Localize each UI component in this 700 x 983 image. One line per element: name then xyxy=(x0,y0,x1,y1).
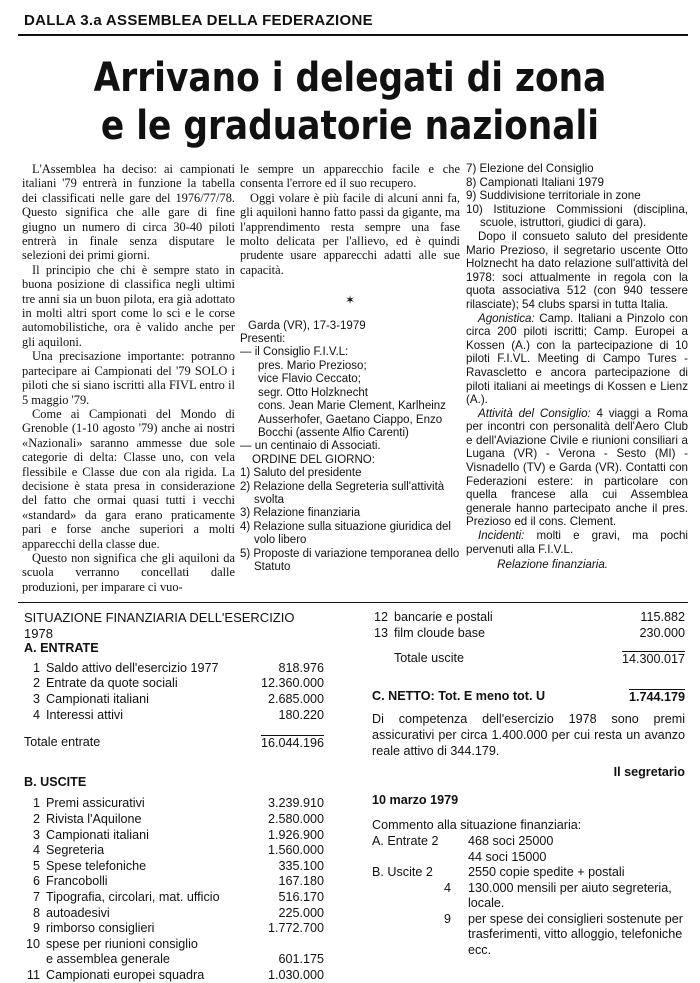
row-label: Interessi attivi xyxy=(46,707,123,722)
row-value: 2.685.000 xyxy=(267,691,324,706)
row-number: 4 xyxy=(32,707,40,722)
row-value: 335.100 xyxy=(278,858,324,873)
finance-title: SITUAZIONE FINANZIARIA DELL'ESERCIZIO 1978 xyxy=(24,610,295,641)
row-number: 7 xyxy=(32,889,40,904)
row-label: film cloude base xyxy=(394,625,486,640)
row-value: 1.772.700 xyxy=(267,921,324,936)
row-number: 13 xyxy=(373,625,388,640)
comment-title: Commento alla situazione finanziaria: xyxy=(372,818,582,833)
agenda-item: 10) Istituzione Commissioni (disciplina, scuole, istruttori, giudici di gara). xyxy=(466,202,688,230)
row-label: Campionati italiani xyxy=(46,827,149,842)
paragraph: Come ai Campionati del Mondo di Grenoble (1-10 agosto '79) anche ai nostri «Nazionali» saranno ammesse due sole categorie di delta: Classe uno, con vela flessibile e Classe due con ala rigida. La decisione è stata presa in considerazione del fatto che ormai quasi tutti i vecchi «standard» da gara erano praticamente pari e forse anche superiori a molti apparecchi della classe due. xyxy=(22,406,235,551)
row-number: 8 xyxy=(32,905,40,920)
row-number: 4 xyxy=(32,843,40,858)
total-label: Totale entrate xyxy=(24,735,101,750)
row-label: Segreteria xyxy=(46,843,105,858)
paragraph: le sempre un apparecchio facile e che consenta l'errore ed il suo recupero. xyxy=(240,162,460,191)
paragraph: Questo non significa che gli aquiloni da scuola verranno concellati dalle produzioni, per imparare ci vuo- xyxy=(22,550,235,594)
row-number: 2 xyxy=(32,676,40,691)
total-value: 16.044.196 xyxy=(260,736,324,751)
comment-value: 468 soci 25000 xyxy=(468,833,554,848)
row-number: 2 xyxy=(32,811,40,826)
row-label: Campionati europei squadra xyxy=(46,967,205,982)
row-value: 3.239.910 xyxy=(267,796,324,811)
table-row xyxy=(24,859,324,875)
agenda-item: 3) Relazione finanziaria xyxy=(240,507,361,520)
council-member: pres. Mario Prezioso; xyxy=(258,359,367,372)
section-kicker: DALLA 3.a ASSEMBLEA DELLA FEDERAZIONE xyxy=(24,12,373,29)
paragraph xyxy=(466,312,688,407)
paragraph xyxy=(466,407,688,529)
section-sign: Relazione finanziaria. xyxy=(497,558,608,572)
netto-row xyxy=(372,689,685,705)
finance-left xyxy=(24,610,324,983)
row-number: 12 xyxy=(373,610,388,624)
consiglio-text: 4 viaggi a Roma per incontri con personalità dell'Aero Club e dell'Aviazione Civile e riunioni consiliari a Lugana (VR) - Verona - Sesto (MI) - Visnadello (TV) e Garda (VR). Contatti con Federazioni estere: in particolare con quella francese alla cui Assemblea generale hanno partecipato anche il pres. Prezioso ed il cons. Clement. xyxy=(466,406,688,529)
council-member: cons. Jean Marie Clement, Karlheinz Ausserhofer, Gaetano Ciappo, Enzo Bocchi (assente Alfio Carenti) xyxy=(258,400,446,439)
row-label: Rivista l'Aquilone xyxy=(46,811,142,826)
comment-value: per spese dei consiglieri sostenute per trasferimenti, vitto alloggio, telefoniche ecc. xyxy=(468,911,683,957)
agenda-list xyxy=(240,467,460,574)
headline-line-2: e le graduatorie nazionali xyxy=(100,103,600,149)
row-value: 1.560.000 xyxy=(267,843,324,858)
row-value: 818.976 xyxy=(278,660,324,675)
row-value: 1.030.000 xyxy=(267,967,324,982)
row-number: 5 xyxy=(32,858,40,873)
comment-key: A. Entrate 2 xyxy=(372,833,439,848)
row-number: 11 xyxy=(26,967,40,982)
entrate-heading: A. ENTRATE xyxy=(24,641,99,656)
headline-line-1: Arrivano i delegati di zona xyxy=(93,55,607,101)
row-label: Premi assicurativi xyxy=(46,796,145,811)
table-row xyxy=(24,812,324,828)
finance-note: Di competenza dell'esercizio 1978 sono premi assicurativi per circa 1.400.000 per cui resta un avanzo reale attivo di 344.179. xyxy=(372,712,685,758)
incidenti-text: molti e gravi, ma pochi pervenuti alla F.I.V.L. xyxy=(466,529,688,556)
paragraph: L'Assemblea ha deciso: ai campionati italiani '79 entrerà in funzione la tabella dei classificati nelle gare del 1976/77/78. Questo significa che alle gare di fine giugno un numero di circa 30-40 piloti entrerà in finale senza disputare le selezioni dei primi giorni. xyxy=(22,162,235,263)
article-column-2 xyxy=(240,162,460,574)
table-row xyxy=(24,796,324,812)
table-row xyxy=(24,874,324,890)
star-divider-icon: ✶ xyxy=(344,293,356,308)
row-value: 167.180 xyxy=(278,874,324,889)
table-row xyxy=(372,610,685,626)
consiglio-label: Attività del Consiglio: xyxy=(478,406,591,420)
comment-list xyxy=(372,834,685,881)
council-member: vice Flavio Ceccato; xyxy=(258,373,361,386)
row-label: Campionati italiani xyxy=(46,691,149,706)
row-number: 10 xyxy=(25,936,40,951)
comment-value: 2550 copie spedite + postali xyxy=(468,865,625,880)
associations-label: — un centinaio di Associati. xyxy=(240,440,381,453)
table-row xyxy=(24,921,324,937)
agenda-label: ORDINE DEL GIORNO: xyxy=(252,453,375,466)
comment-key: 9 xyxy=(444,911,452,926)
table-row xyxy=(372,626,685,642)
total-row xyxy=(372,651,685,667)
agenda-item: 2) Relazione della Segreteria sull'attività svolta xyxy=(240,480,445,506)
comment-key: B. Uscite 2 xyxy=(372,865,433,880)
table-row xyxy=(24,828,324,844)
row-label: rimborso consiglieri xyxy=(46,921,155,936)
row-label: Tipografia, circolari, mat. ufficio xyxy=(46,889,220,904)
uscite-heading: B. USCITE xyxy=(24,774,87,789)
incidenti-label: Incidenti: xyxy=(478,529,525,543)
council-label: — il Consiglio F.I.V.L: xyxy=(240,346,349,359)
table-row xyxy=(24,952,324,968)
row-number: 6 xyxy=(32,874,40,889)
row-number: 1 xyxy=(32,796,40,811)
row-number: 9 xyxy=(32,921,40,936)
comment-row xyxy=(372,912,685,959)
agenda-list-continued xyxy=(466,162,688,230)
article-column-3 xyxy=(466,162,688,572)
agenda-item: 9) Suddivisione territoriale in zone xyxy=(466,189,641,203)
meeting-minutes xyxy=(240,320,460,575)
row-label: Entrate da quote sociali xyxy=(46,676,178,691)
row-label: Saldo attivo dell'esercizio 1977 xyxy=(46,660,219,675)
table-row xyxy=(24,890,324,906)
row-number: 3 xyxy=(32,691,40,706)
comment-row xyxy=(372,850,685,866)
row-value: 12.360.000 xyxy=(260,676,324,691)
row-value: 180.220 xyxy=(278,707,324,722)
comment-row xyxy=(372,881,685,912)
paragraph: Il principio che chi è sempre stato in buona posizione di classifica negli ultimi tre anni sia un buon pilota, era già adottato in molti altri sport come lo sci e le corse automobilistiche, ora è valido anche per gli aquiloni. xyxy=(22,262,235,349)
article-column-1 xyxy=(22,162,235,594)
table-row xyxy=(24,843,324,859)
meeting-place-date: Garda (VR), 17-3-1979 xyxy=(248,319,366,332)
table-row xyxy=(24,676,324,692)
agonistica-label: Agonistica: xyxy=(478,311,535,325)
netto-value: 1.744.179 xyxy=(628,689,685,704)
present-label: Presenti: xyxy=(240,333,286,346)
comment-value: 44 soci 15000 xyxy=(468,849,547,864)
paragraph: Una precisazione importante: potranno partecipare ai Campionati del '79 SOLO i piloti che si siano iscritti alla FIVL entro il 5 maggio '79. xyxy=(22,349,235,407)
total-label: Totale uscite xyxy=(394,651,465,666)
table-row xyxy=(24,937,324,953)
table-row xyxy=(24,692,324,708)
agonistica-text: Camp. Italiani a Pinzolo con circa 200 piloti iscritti; Camp. Europei a Kossen (A.) con la partecipazione di 10 piloti F.I.VL. Meeting di Campo Tures - Ravascletto e ancora partecipazione di piloti italiani ai meetings di Kossen e Lienz (A.). xyxy=(466,311,688,407)
row-label: e assemblea generale xyxy=(46,952,170,967)
agenda-item: 1) Saluto del presidente xyxy=(240,467,362,480)
secretary-sign: Il segretario xyxy=(613,765,685,780)
comment-row xyxy=(372,834,685,850)
table-row xyxy=(24,661,324,677)
report-date: 10 marzo 1979 xyxy=(372,792,459,807)
row-value: 2.580.000 xyxy=(267,811,324,826)
paragraph xyxy=(466,529,688,556)
row-number: 3 xyxy=(32,827,40,842)
row-label: Francobolli xyxy=(46,874,108,889)
row-value: 115.882 xyxy=(640,610,685,624)
table-row xyxy=(24,906,324,922)
row-label: bancarie e postali xyxy=(394,610,493,624)
agenda-item: 5) Proposte di variazione temporanea dello Statuto xyxy=(240,547,460,573)
agenda-item: 7) Elezione del Consiglio xyxy=(466,162,594,175)
section-divider xyxy=(18,602,688,603)
row-value: 230.000 xyxy=(639,625,685,640)
agenda-item: 4) Relazione sulla situazione giuridica del volo libero xyxy=(240,520,451,547)
finance-right xyxy=(372,610,685,959)
row-number: 1 xyxy=(32,660,40,675)
row-value: 601.175 xyxy=(278,952,324,967)
comment-row xyxy=(372,865,685,881)
comment-key: 4 xyxy=(444,880,452,895)
total-value: 14.300.017 xyxy=(621,652,685,667)
total-row xyxy=(24,735,324,751)
row-label: Spese telefoniche xyxy=(46,858,147,873)
row-label: spese per riunioni consiglio xyxy=(46,936,198,951)
comment-value: 130.000 mensili per aiuto segreteria, locale. xyxy=(468,880,672,911)
agenda-item: 8) Campionati Italiani 1979 xyxy=(466,175,604,189)
row-label: autoadesivi xyxy=(46,905,110,920)
table-row xyxy=(24,708,324,724)
row-value: 225.000 xyxy=(278,905,324,920)
netto-label: C. NETTO: Tot. E meno tot. U xyxy=(372,688,546,703)
paragraph: Dopo il consueto saluto del presidente Mario Prezioso, il segretario uscente Otto Holznecht ha dato relazione sull'attività del 1978: soci attualmente in regola con la quota associativa 512 (con 940 tessere rilasciate); 54 clubs sparsi in tutta Italia. xyxy=(466,229,688,311)
row-value: 516.170 xyxy=(278,889,324,904)
row-value: 1.926.900 xyxy=(267,827,324,842)
council-member: segr. Otto Holzknecht xyxy=(258,386,368,399)
paragraph: Oggi volare è più facile di alcuni anni fa, gli aquiloni hanno fatto passi da gigante, ma l'apprendimento resta sempre una fase molto delicata per l'allievo, ed è quindi prudente usare apparecchi adatti alle sue capacità. xyxy=(240,190,460,277)
top-rule xyxy=(18,34,688,36)
